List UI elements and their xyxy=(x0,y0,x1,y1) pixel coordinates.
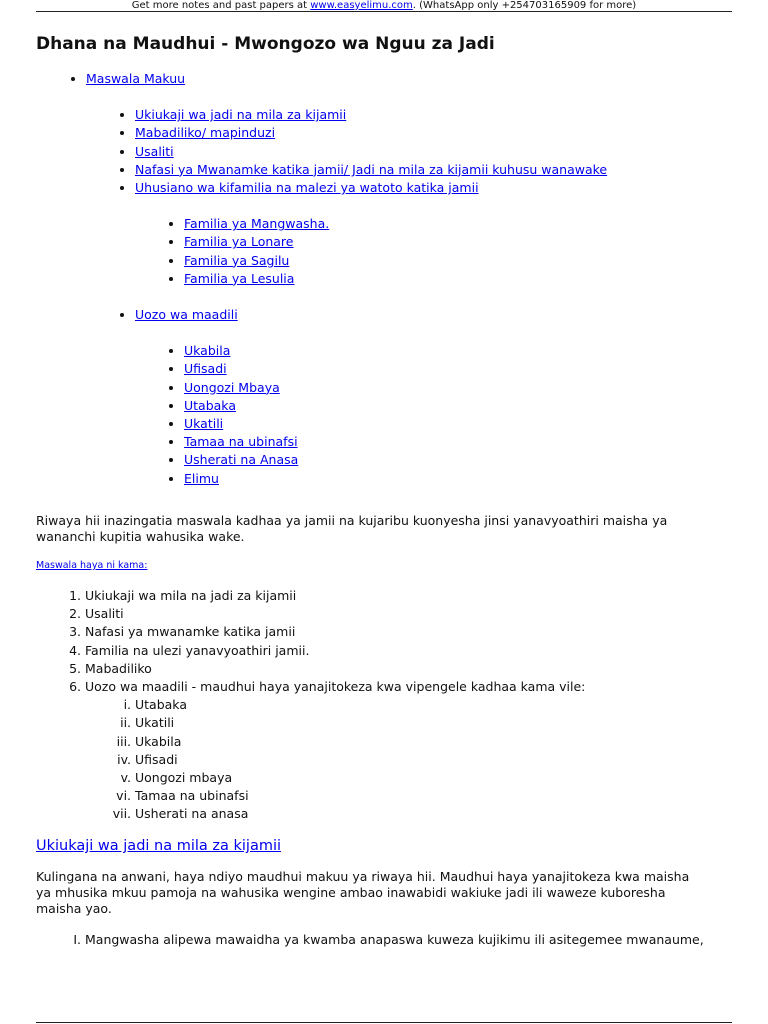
toc-link[interactable]: Uhusiano wa kifamilia na malezi ya watoto katika jamii xyxy=(135,180,479,196)
toc-link[interactable]: Mabadiliko/ mapinduzi xyxy=(135,125,276,141)
section-paragraph: Kulingana na anwani, haya ndiyo maudhui makuu ya riwaya hii. Maudhui haya yanajitokeza kwa maisha ya mhusika mkuu pamoja na wahusika wengine ambao inawabidi wakiuke jadi ili waweze kuboresha maisha yao. xyxy=(36,869,690,916)
banner-link[interactable]: www.easyelimu.com xyxy=(310,0,413,11)
toc-item xyxy=(184,252,732,270)
list-item: I. Mangwasha alipewa mawaidha ya kwamba anapaswa kuweza kujikimu ili asitegemee mwanaume, xyxy=(85,931,704,949)
toc-level-3-families xyxy=(135,215,732,288)
toc-item xyxy=(135,106,732,124)
intro-paragraph: Riwaya hii inazingatia maswala kadhaa ya jamii na kujaribu kuonyesha jinsi yanavyoathiri maisha ya wananchi kupitia wahusika wake. xyxy=(36,513,668,544)
toc-link[interactable]: Elimu xyxy=(184,470,219,486)
toc-link[interactable]: Familia ya Mangwasha. xyxy=(184,216,330,232)
toc-item xyxy=(184,360,732,378)
toc-link[interactable]: Familia ya Lesulia xyxy=(184,270,295,286)
list-item: 2. Usaliti xyxy=(85,605,585,623)
toc-level-1 xyxy=(36,70,732,488)
section-heading xyxy=(36,836,281,856)
toc-item xyxy=(86,70,732,488)
list-item: iii. Ukabila xyxy=(135,733,585,751)
bottom-divider xyxy=(36,1022,732,1023)
toc-link[interactable]: Familia ya Sagilu xyxy=(184,252,290,268)
toc-level-2 xyxy=(86,106,732,488)
issues-list xyxy=(36,587,585,824)
issues-link[interactable]: Maswala haya ni kama: xyxy=(36,560,148,571)
list-item: 3. Nafasi ya mwanamke katika jamii xyxy=(85,623,585,641)
list-item-text: Uozo wa maadili - maudhui haya yanajitokeza kwa vipengele kadhaa kama vile: xyxy=(85,679,586,695)
list-item: ii. Ukatili xyxy=(135,714,585,732)
toc-level-3-uozo xyxy=(135,342,732,488)
toc-link[interactable]: Familia ya Lonare xyxy=(184,234,294,250)
toc-item xyxy=(135,124,732,142)
list-item: i. Utabaka xyxy=(135,696,585,714)
subissues-list xyxy=(85,696,585,823)
list-item: vii. Usherati na anasa xyxy=(135,805,585,823)
toc-link[interactable]: Tamaa na ubinafsi xyxy=(184,434,298,450)
toc-item xyxy=(184,451,732,469)
toc-item xyxy=(135,179,732,288)
toc-link[interactable]: Nafasi ya Mwanamke katika jamii/ Jadi na mila za kijamii kuhusu wanawake xyxy=(135,161,608,177)
top-divider xyxy=(36,11,732,12)
toc-item xyxy=(135,161,732,179)
list-item: 4. Familia na ulezi yanavyoathiri jamii. xyxy=(85,642,585,660)
list-item: 5. Mabadiliko xyxy=(85,660,585,678)
banner-prefix: Get more notes and past papers at xyxy=(131,0,311,11)
list-item: vi. Tamaa na ubinafsi xyxy=(135,787,585,805)
toc-link[interactable]: Usherati na Anasa xyxy=(184,452,299,468)
toc-item xyxy=(184,215,732,233)
toc-item xyxy=(184,470,732,488)
toc-item xyxy=(184,233,732,251)
banner-suffix: . (WhatsApp only +254703165909 for more) xyxy=(412,0,637,11)
toc-item xyxy=(184,397,732,415)
toc-link[interactable]: Uozo wa maadili xyxy=(135,307,238,323)
list-item: 1. Ukiukaji wa mila na jadi za kijamii xyxy=(85,587,585,605)
toc-item xyxy=(184,415,732,433)
toc-item xyxy=(184,379,732,397)
toc-link[interactable]: Ufisadi xyxy=(184,361,227,377)
toc-link-maswala-makuu[interactable]: Maswala Makuu xyxy=(86,71,186,86)
toc-link[interactable]: Uongozi Mbaya xyxy=(184,379,280,395)
toc-link[interactable]: Ukiukaji wa jadi na mila za kijamii xyxy=(135,107,347,123)
toc-link[interactable]: Ukabila xyxy=(184,343,231,359)
toc-item xyxy=(135,306,732,488)
toc-item xyxy=(184,270,732,288)
list-item: iv. Ufisadi xyxy=(135,751,585,769)
section-heading-link[interactable]: Ukiukaji wa jadi na mila za kijamii xyxy=(36,838,282,854)
toc-link[interactable]: Ukatili xyxy=(184,416,224,432)
list-item: v. Uongozi mbaya xyxy=(135,769,585,787)
page-title: Dhana na Maudhui - Mwongozo wa Nguu za Jadi xyxy=(36,34,495,54)
table-of-contents xyxy=(36,70,732,506)
toc-link[interactable]: Utabaka xyxy=(184,397,236,413)
title-block xyxy=(36,30,732,58)
toc-item xyxy=(184,433,732,451)
toc-item xyxy=(135,143,732,161)
list-item xyxy=(85,678,585,824)
toc-link[interactable]: Usaliti xyxy=(135,143,174,159)
section-points-list xyxy=(36,931,704,949)
toc-item xyxy=(184,342,732,360)
